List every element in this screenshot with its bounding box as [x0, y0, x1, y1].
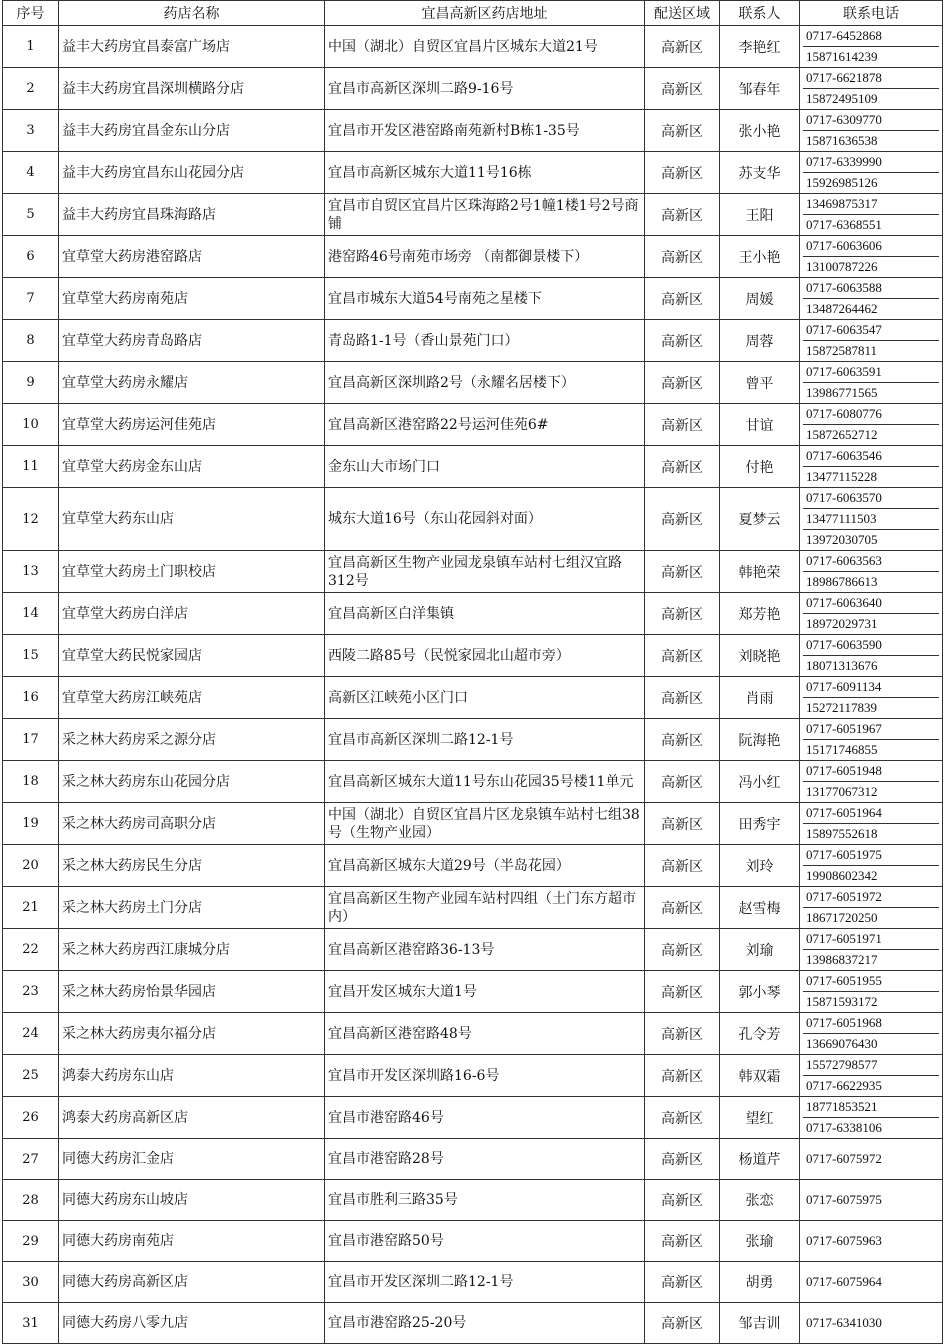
phone-number: 13477115228: [803, 466, 939, 487]
phone-number: 0717-6075964: [806, 1274, 882, 1289]
cell-contact: 肖雨: [720, 677, 800, 719]
phone-number: 15872587811: [803, 340, 939, 361]
cell-no: 2: [3, 68, 59, 110]
cell-no: 6: [3, 236, 59, 278]
cell-contact: 夏梦云: [720, 488, 800, 551]
phone-number: 0717-6075975: [806, 1192, 882, 1207]
table-row: [3, 887, 943, 929]
table-row: [3, 1139, 943, 1180]
cell-area: 高新区: [645, 677, 720, 719]
cell-contact: 付艳: [720, 446, 800, 488]
cell-address: 宜昌高新区白洋集镇: [325, 593, 645, 635]
table-row: [3, 971, 943, 1013]
cell-address: 宜昌市胜利三路35号: [325, 1180, 645, 1221]
cell-address: 青岛路1-1号（香山景苑门口）: [325, 320, 645, 362]
phone-number: 0717-6051967: [806, 721, 882, 736]
phone-number: 0717-6063547: [806, 322, 882, 337]
cell-name: 采之林大药房怡景华园店: [59, 971, 325, 1013]
cell-phone: [800, 761, 943, 803]
cell-contact: 冯小红: [720, 761, 800, 803]
phone-number: 15872495109: [803, 88, 939, 109]
table-row: [3, 1180, 943, 1221]
cell-area: 高新区: [645, 26, 720, 68]
table-row: [3, 593, 943, 635]
table-row: [3, 278, 943, 320]
cell-address: 宜昌市港窑路50号: [325, 1221, 645, 1262]
cell-contact: 张小艳: [720, 110, 800, 152]
cell-contact: 邹吉训: [720, 1303, 800, 1344]
phone-number: 15871614239: [803, 46, 939, 67]
cell-name: 同德大药房高新区店: [59, 1262, 325, 1303]
cell-contact: 王阳: [720, 194, 800, 236]
cell-address: 中国（湖北）自贸区宜昌片区龙泉镇车站村七组38号（生物产业园）: [325, 803, 645, 845]
cell-no: 13: [3, 551, 59, 593]
phone-number: 13986771565: [803, 382, 939, 403]
phone-number: 0717-6063563: [806, 553, 882, 568]
cell-no: 5: [3, 194, 59, 236]
cell-contact: 韩双霜: [720, 1055, 800, 1097]
cell-name: 同德大药房八零九店: [59, 1303, 325, 1344]
phone-number: 0717-6075963: [806, 1233, 882, 1248]
table-row: [3, 68, 943, 110]
table-row: [3, 1055, 943, 1097]
cell-address: 宜昌市高新区城东大道11号16栋: [325, 152, 645, 194]
cell-contact: 田秀宇: [720, 803, 800, 845]
cell-area: 高新区: [645, 1097, 720, 1139]
cell-area: 高新区: [645, 719, 720, 761]
cell-phone: [800, 1013, 943, 1055]
phone-number: 0717-6339990: [806, 154, 882, 169]
cell-phone: [800, 404, 943, 446]
table-row: [3, 1303, 943, 1344]
cell-area: 高新区: [645, 236, 720, 278]
cell-contact: 赵雪梅: [720, 887, 800, 929]
cell-phone: [800, 1097, 943, 1139]
cell-no: 9: [3, 362, 59, 404]
table-row: [3, 719, 943, 761]
table-row: [3, 446, 943, 488]
cell-name: 同德大药房东山坡店: [59, 1180, 325, 1221]
phone-number: 19908602342: [803, 865, 939, 886]
table-row: [3, 26, 943, 68]
cell-no: 31: [3, 1303, 59, 1344]
pharmacy-table: [2, 0, 943, 1344]
cell-phone: [800, 1055, 943, 1097]
phone-number: 0717-6075972: [806, 1151, 882, 1166]
cell-no: 22: [3, 929, 59, 971]
cell-address: 宜昌市城东大道54号南苑之星楼下: [325, 278, 645, 320]
cell-no: 19: [3, 803, 59, 845]
cell-contact: 王小艳: [720, 236, 800, 278]
cell-no: 28: [3, 1180, 59, 1221]
cell-no: 30: [3, 1262, 59, 1303]
phone-number: 13972030705: [803, 529, 939, 550]
cell-no: 25: [3, 1055, 59, 1097]
table-body: [3, 26, 943, 1344]
cell-contact: 郭小琴: [720, 971, 800, 1013]
phone-number: 13100787226: [803, 256, 939, 277]
cell-no: 26: [3, 1097, 59, 1139]
phone-number: 18771853521: [806, 1099, 878, 1114]
cell-area: 高新区: [645, 362, 720, 404]
cell-contact: 胡勇: [720, 1262, 800, 1303]
cell-address: 宜昌市港窑路28号: [325, 1139, 645, 1180]
cell-no: 20: [3, 845, 59, 887]
table-row: [3, 635, 943, 677]
table-row: [3, 803, 943, 845]
cell-no: 12: [3, 488, 59, 551]
phone-number: 18671720250: [803, 907, 939, 928]
phone-number: 13177067312: [803, 781, 939, 802]
cell-phone: [800, 677, 943, 719]
cell-address: 高新区江峡苑小区门口: [325, 677, 645, 719]
header-phone: 联系电话: [800, 1, 943, 26]
cell-address: 宜昌高新区城东大道11号东山花园35号楼11单元: [325, 761, 645, 803]
phone-number: 15171746855: [803, 739, 939, 760]
cell-phone: [800, 446, 943, 488]
cell-name: 宜草堂大药房永耀店: [59, 362, 325, 404]
cell-name: 益丰大药房宜昌泰富广场店: [59, 26, 325, 68]
cell-area: 高新区: [645, 194, 720, 236]
cell-address: 西陵二路85号（民悦家园北山超市旁）: [325, 635, 645, 677]
cell-name: 鸿泰大药房东山店: [59, 1055, 325, 1097]
cell-no: 16: [3, 677, 59, 719]
cell-name: 宜草堂大药房土门职校店: [59, 551, 325, 593]
cell-address: 宜昌市开发区深圳二路12-1号: [325, 1262, 645, 1303]
cell-name: 益丰大药房宜昌珠海路店: [59, 194, 325, 236]
cell-area: 高新区: [645, 845, 720, 887]
cell-area: 高新区: [645, 803, 720, 845]
phone-number: 18972029731: [803, 613, 939, 634]
phone-number: 0717-6063590: [806, 637, 882, 652]
cell-address: 港窑路46号南苑市场旁 （南都御景楼下）: [325, 236, 645, 278]
table-row: [3, 194, 943, 236]
cell-area: 高新区: [645, 761, 720, 803]
cell-phone: [800, 26, 943, 68]
cell-area: 高新区: [645, 1013, 720, 1055]
cell-name: 益丰大药房宜昌金东山分店: [59, 110, 325, 152]
cell-name: 宜草堂大药房港窑路店: [59, 236, 325, 278]
table-row: [3, 488, 943, 551]
cell-phone: [800, 845, 943, 887]
cell-phone: [800, 929, 943, 971]
header-address: 宜昌高新区药店地址: [325, 1, 645, 26]
cell-contact: 甘谊: [720, 404, 800, 446]
table-row: [3, 152, 943, 194]
cell-name: 鸿泰大药房高新区店: [59, 1097, 325, 1139]
phone-number: 0717-6063591: [806, 364, 882, 379]
header-row: [3, 1, 943, 26]
cell-no: 4: [3, 152, 59, 194]
cell-phone: [800, 1303, 943, 1344]
cell-address: 宜昌高新区港窑路36-13号: [325, 929, 645, 971]
cell-contact: 苏支华: [720, 152, 800, 194]
phone-number: 15872652712: [803, 424, 939, 445]
cell-no: 10: [3, 404, 59, 446]
cell-name: 宜草堂大药房白洋店: [59, 593, 325, 635]
table-row: [3, 1097, 943, 1139]
cell-address: 宜昌市高新区深圳二路9-16号: [325, 68, 645, 110]
cell-address: 宜昌高新区港窑路48号: [325, 1013, 645, 1055]
cell-area: 高新区: [645, 152, 720, 194]
table-row: [3, 1013, 943, 1055]
cell-no: 23: [3, 971, 59, 1013]
cell-contact: 李艳红: [720, 26, 800, 68]
cell-area: 高新区: [645, 1139, 720, 1180]
cell-address: 宜昌市开发区深圳路16-6号: [325, 1055, 645, 1097]
phone-number: 0717-6621878: [806, 70, 882, 85]
cell-phone: [800, 1221, 943, 1262]
cell-name: 宜草堂大药房江峡苑店: [59, 677, 325, 719]
cell-contact: 周蓉: [720, 320, 800, 362]
cell-area: 高新区: [645, 1180, 720, 1221]
cell-phone: [800, 110, 943, 152]
phone-number: 0717-6452868: [806, 28, 882, 43]
table-row: [3, 236, 943, 278]
cell-address: 中国（湖北）自贸区宜昌片区城东大道21号: [325, 26, 645, 68]
cell-phone: [800, 152, 943, 194]
phone-number: 0717-6051948: [806, 763, 882, 778]
cell-no: 1: [3, 26, 59, 68]
cell-address: 金东山大市场门口: [325, 446, 645, 488]
cell-area: 高新区: [645, 929, 720, 971]
phone-number: 13487264462: [803, 298, 939, 319]
cell-phone: [800, 887, 943, 929]
table-row: [3, 404, 943, 446]
cell-name: 采之林大药房司高职分店: [59, 803, 325, 845]
cell-name: 益丰大药房宜昌东山花园分店: [59, 152, 325, 194]
cell-area: 高新区: [645, 1221, 720, 1262]
cell-no: 21: [3, 887, 59, 929]
cell-name: 同德大药房南苑店: [59, 1221, 325, 1262]
phone-number: 0717-6051975: [806, 847, 882, 862]
phone-number: 18071313676: [803, 655, 939, 676]
phone-number: 15926985126: [803, 172, 939, 193]
cell-phone: [800, 551, 943, 593]
cell-area: 高新区: [645, 1055, 720, 1097]
cell-no: 14: [3, 593, 59, 635]
phone-number: 0717-6051964: [806, 805, 882, 820]
header-name: 药店名称: [59, 1, 325, 26]
cell-contact: 周媛: [720, 278, 800, 320]
cell-address: 宜昌开发区城东大道1号: [325, 971, 645, 1013]
cell-address: 宜昌市港窑路46号: [325, 1097, 645, 1139]
cell-no: 11: [3, 446, 59, 488]
cell-phone: [800, 719, 943, 761]
phone-number: 0717-6051971: [806, 931, 882, 946]
phone-number: 0717-6051968: [806, 1015, 882, 1030]
phone-number: 0717-6309770: [806, 112, 882, 127]
header-no: 序号: [3, 1, 59, 26]
cell-area: 高新区: [645, 110, 720, 152]
cell-area: 高新区: [645, 635, 720, 677]
cell-area: 高新区: [645, 887, 720, 929]
cell-area: 高新区: [645, 446, 720, 488]
cell-phone: [800, 635, 943, 677]
table-row: [3, 761, 943, 803]
cell-name: 宜草堂大药东山店: [59, 488, 325, 551]
phone-number: 13669076430: [803, 1033, 939, 1054]
phone-number: 13469875317: [806, 196, 878, 211]
table-row: [3, 320, 943, 362]
phone-number: 13986837217: [803, 949, 939, 970]
phone-number: 15897552618: [803, 823, 939, 844]
cell-name: 采之林大药房东山花园分店: [59, 761, 325, 803]
cell-name: 宜草堂大药房金东山店: [59, 446, 325, 488]
table-row: [3, 929, 943, 971]
phone-number: 0717-6341030: [806, 1315, 882, 1330]
cell-area: 高新区: [645, 278, 720, 320]
cell-no: 15: [3, 635, 59, 677]
cell-phone: [800, 803, 943, 845]
cell-name: 宜草堂大药房南苑店: [59, 278, 325, 320]
cell-name: 采之林大药房采之源分店: [59, 719, 325, 761]
cell-no: 8: [3, 320, 59, 362]
cell-phone: [800, 1180, 943, 1221]
phone-number: 0717-6622935: [803, 1075, 939, 1096]
phone-number: 13477111503: [803, 508, 939, 529]
cell-address: 宜昌高新区生物产业园车站村四组（土门东方超市内）: [325, 887, 645, 929]
cell-address: 宜昌市自贸区宜昌片区珠海路2号1幢1楼1号2号商铺: [325, 194, 645, 236]
cell-area: 高新区: [645, 1303, 720, 1344]
phone-number: 0717-6063606: [806, 238, 882, 253]
table-row: [3, 677, 943, 719]
cell-phone: [800, 278, 943, 320]
cell-name: 宜草堂大药房运河佳苑店: [59, 404, 325, 446]
cell-name: 宜草堂大药房青岛路店: [59, 320, 325, 362]
phone-number: 15572798577: [806, 1057, 878, 1072]
phone-number: 0717-6063588: [806, 280, 882, 295]
cell-no: 3: [3, 110, 59, 152]
cell-contact: 张恋: [720, 1180, 800, 1221]
cell-address: 宜昌市开发区港窑路南苑新村B栋1-35号: [325, 110, 645, 152]
cell-phone: [800, 68, 943, 110]
cell-name: 宜草堂大药民悦家园店: [59, 635, 325, 677]
table-row: [3, 551, 943, 593]
cell-contact: 韩艳荣: [720, 551, 800, 593]
phone-number: 0717-6051972: [806, 889, 882, 904]
phone-number: 0717-6063570: [806, 490, 882, 505]
phone-number: 15272117839: [803, 697, 939, 718]
cell-address: 宜昌高新区城东大道29号（半岛花园）: [325, 845, 645, 887]
cell-area: 高新区: [645, 68, 720, 110]
cell-name: 采之林大药房土门分店: [59, 887, 325, 929]
table-row: [3, 1221, 943, 1262]
phone-number: 0717-6051955: [806, 973, 882, 988]
cell-contact: 刘玲: [720, 845, 800, 887]
header-contact: 联系人: [720, 1, 800, 26]
cell-contact: 望红: [720, 1097, 800, 1139]
cell-area: 高新区: [645, 593, 720, 635]
phone-number: 15871636538: [803, 130, 939, 151]
table-row: [3, 845, 943, 887]
cell-area: 高新区: [645, 404, 720, 446]
phone-number: 0717-6368551: [803, 214, 939, 235]
cell-contact: 曾平: [720, 362, 800, 404]
cell-contact: 刘晓艳: [720, 635, 800, 677]
cell-address: 宜昌市高新区深圳二路12-1号: [325, 719, 645, 761]
cell-contact: 张瑜: [720, 1221, 800, 1262]
cell-no: 17: [3, 719, 59, 761]
cell-phone: [800, 362, 943, 404]
cell-contact: 阮海艳: [720, 719, 800, 761]
table-row: [3, 110, 943, 152]
cell-phone: [800, 194, 943, 236]
cell-address: 城东大道16号（东山花园斜对面）: [325, 488, 645, 551]
table-row: [3, 362, 943, 404]
phone-number: 0717-6338106: [803, 1117, 939, 1138]
phone-number: 0717-6063546: [806, 448, 882, 463]
phone-number: 0717-6091134: [806, 679, 882, 694]
cell-phone: [800, 488, 943, 551]
cell-address: 宜昌市港窑路25-20号: [325, 1303, 645, 1344]
cell-phone: [800, 320, 943, 362]
cell-phone: [800, 236, 943, 278]
cell-name: 同德大药房汇金店: [59, 1139, 325, 1180]
cell-contact: 刘瑜: [720, 929, 800, 971]
cell-address: 宜昌高新区深圳路2号（永耀名居楼下）: [325, 362, 645, 404]
phone-number: 0717-6080776: [806, 406, 882, 421]
cell-no: 18: [3, 761, 59, 803]
phone-number: 15871593172: [803, 991, 939, 1012]
cell-contact: 孔令芳: [720, 1013, 800, 1055]
cell-phone: [800, 1139, 943, 1180]
cell-no: 29: [3, 1221, 59, 1262]
cell-area: 高新区: [645, 551, 720, 593]
cell-no: 7: [3, 278, 59, 320]
cell-area: 高新区: [645, 971, 720, 1013]
cell-area: 高新区: [645, 320, 720, 362]
header-area: 配送区域: [645, 1, 720, 26]
cell-name: 益丰大药房宜昌深圳横路分店: [59, 68, 325, 110]
cell-contact: 郑芳艳: [720, 593, 800, 635]
cell-area: 高新区: [645, 1262, 720, 1303]
cell-address: 宜昌高新区生物产业园龙泉镇车站村七组汉宜路312号: [325, 551, 645, 593]
phone-number: 0717-6063640: [806, 595, 882, 610]
cell-name: 采之林大药房西江康城分店: [59, 929, 325, 971]
phone-number: 18986786613: [803, 571, 939, 592]
table-row: [3, 1262, 943, 1303]
cell-name: 采之林大药房民生分店: [59, 845, 325, 887]
cell-no: 24: [3, 1013, 59, 1055]
cell-contact: 杨道芹: [720, 1139, 800, 1180]
cell-phone: [800, 1262, 943, 1303]
cell-contact: 邹春年: [720, 68, 800, 110]
cell-name: 采之林大药房夷尔福分店: [59, 1013, 325, 1055]
cell-phone: [800, 593, 943, 635]
cell-no: 27: [3, 1139, 59, 1180]
cell-phone: [800, 971, 943, 1013]
cell-address: 宜昌高新区港窑路22号运河佳苑6#: [325, 404, 645, 446]
cell-area: 高新区: [645, 488, 720, 551]
